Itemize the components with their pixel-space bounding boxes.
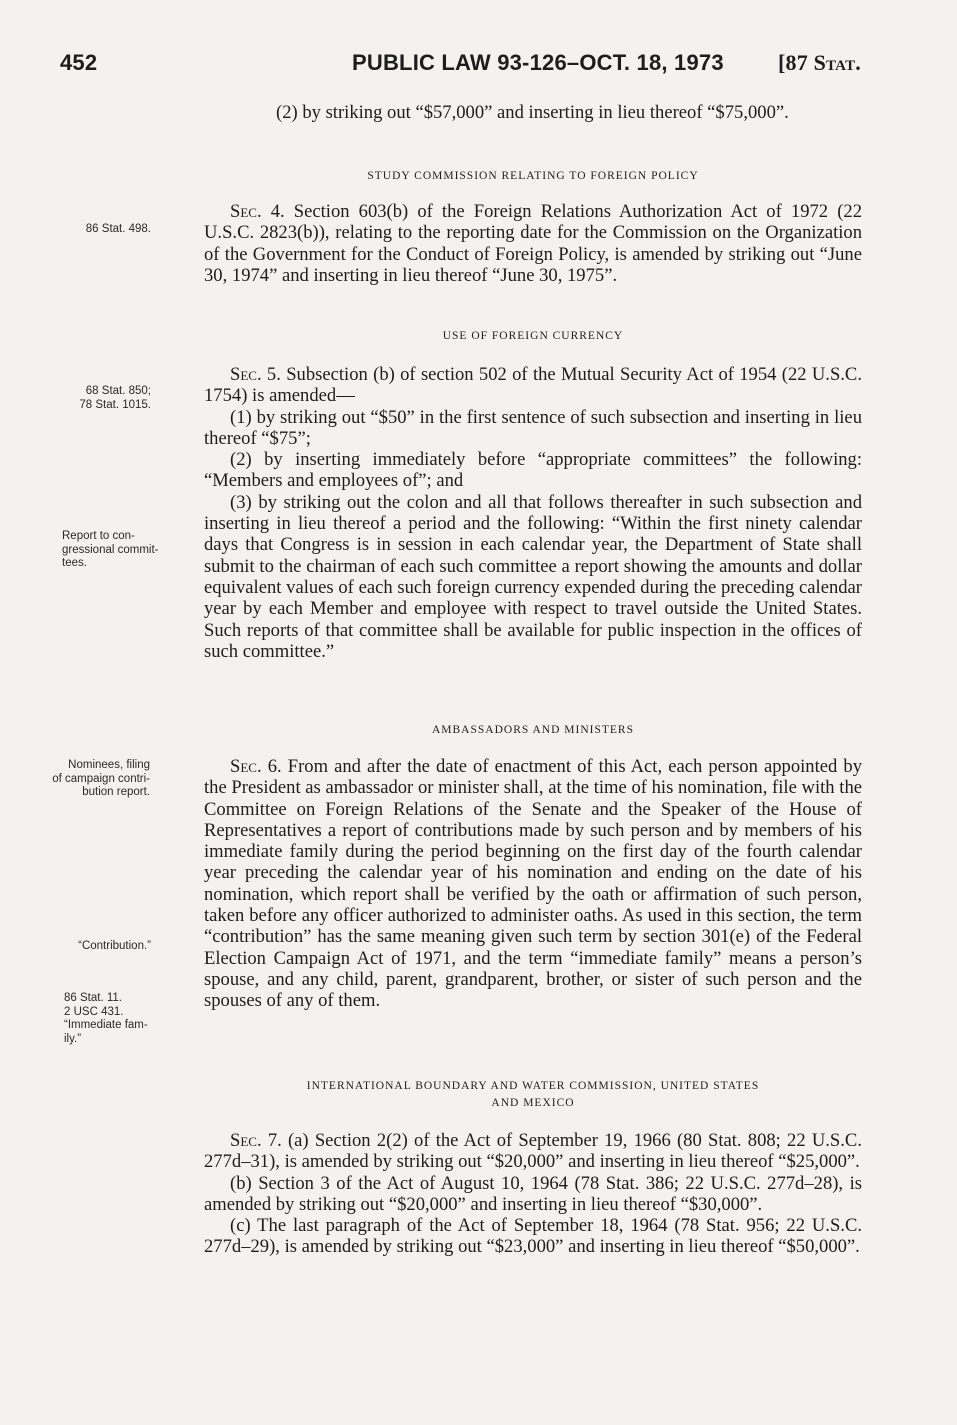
- section-4-label: Sec. 4.: [230, 201, 285, 222]
- paragraph-continuation: (2) by striking out “$57,000” and inserting in lieu thereof “$75,000”.: [276, 102, 789, 123]
- section-7-block: [204, 1130, 862, 1258]
- section-6-paragraph: [204, 756, 862, 1012]
- section-7-text-a: (a) Section 2(2) of the Act of September 19, 1966 (80 Stat. 808; 22 U.S.C. 277d–31), is amended by striking out “$20,000” and inserting in lieu thereof “$25,000”.: [204, 1130, 862, 1173]
- section-5-heading: USE OF FOREIGN CURRENCY: [442, 330, 624, 342]
- margin-note-line: 68 Stat. 850;: [85, 385, 151, 397]
- margin-note-line: tees.: [62, 557, 87, 570]
- page-title: PUBLIC LAW 93-126–OCT. 18, 1973: [352, 50, 724, 75]
- margin-note-nominees-filing: [52, 759, 150, 800]
- section-5-item-3: (3) by striking out the colon and all that follows thereafter in such subsection and inserting in lieu thereof a period and the following: “Within the first ninety calendar days that Congress is in session in each calendar year, the Department of State shall submit to the chairman of each such committee a report showing the amounts and dollar equivalent values of each such foreign currency expended during the preceding calendar year by each Member and employee with respect to travel outside the United States. Such reports of that committee shall be available for public inspection in the offices of such committee.”: [204, 491, 862, 662]
- section-7-heading-line-1: INTERNATIONAL BOUNDARY AND WATER COMMISSION, UNITED STATES: [306, 1080, 760, 1092]
- section-6-block: [204, 756, 862, 1012]
- section-7-paragraph-b: (b) Section 3 of the Act of August 10, 1964 (78 Stat. 386; 22 U.S.C. 277d–28), is amended by striking out “$20,000” and inserting in lieu thereof “$30,000”.: [204, 1172, 862, 1215]
- section-4-text: Section 603(b) of the Foreign Relations Authorization Act of 1972 (22 U.S.C. 2823(b)), relating to the reporting date for the Commission on the Organization of the Government for the Conduct of Foreign Policy, is amended by striking out “June 30, 1974” and inserting in lieu thereof “June 30, 1975”.: [204, 201, 862, 286]
- statute-volume: [87 Stat.: [778, 50, 861, 75]
- margin-note-86-stat-11: [64, 992, 148, 1046]
- section-4-paragraph: [204, 201, 862, 286]
- margin-note-line: 2 USC 431.: [64, 1005, 124, 1018]
- section-5-item-2: (2) by inserting immediately before “appropriate committees” the following: “Members and employees of”; and: [204, 449, 862, 492]
- margin-note-line: “Immediate fam-: [64, 1019, 148, 1032]
- section-7-heading: [204, 1078, 862, 1112]
- section-4-block: [204, 201, 862, 286]
- margin-note-86-stat-498: 86 Stat. 498.: [85, 223, 151, 235]
- margin-note-line: 86 Stat. 11.: [64, 992, 122, 1004]
- margin-note-68-stat-850: [79, 385, 151, 412]
- section-5-block: [204, 364, 862, 662]
- margin-note-line: of campaign contri-: [52, 772, 150, 785]
- section-7-paragraph-c: (c) The last paragraph of the Act of September 18, 1964 (78 Stat. 956; 22 U.S.C. 277d–29), is amended by striking out “$23,000” and inserting in lieu thereof “$50,000”.: [204, 1215, 862, 1258]
- section-6-label: Sec. 6.: [230, 756, 282, 777]
- margin-note-line: Report to con-: [62, 530, 135, 542]
- margin-note-line: 78 Stat. 1015.: [79, 398, 151, 411]
- continuation-block: [204, 102, 862, 123]
- section-5-item-1: (1) by striking out “$50” in the first sentence of such subsection and inserting in lieu thereof “$75”;: [204, 406, 862, 449]
- margin-note-contribution: “Contribution.”: [78, 940, 151, 952]
- margin-note-report-to-committees: [62, 530, 159, 571]
- section-5-paragraph: [204, 364, 862, 407]
- margin-note-line: bution report.: [82, 786, 150, 799]
- page-number: 452: [60, 50, 98, 75]
- section-7-heading-line-2: AND MEXICO: [491, 1097, 575, 1109]
- margin-note-line: ily.”: [64, 1032, 82, 1045]
- margin-note-line: gressional commit-: [62, 543, 159, 556]
- section-6-heading: AMBASSADORS AND MINISTERS: [431, 724, 634, 736]
- section-4-heading: STUDY COMMISSION RELATING TO FOREIGN POLICY: [367, 170, 699, 182]
- section-5-text: Subsection (b) of section 502 of the Mutual Security Act of 1954 (22 U.S.C. 1754) is amended—: [204, 364, 862, 407]
- section-5-label: Sec. 5.: [230, 364, 281, 385]
- margin-note-line: Nominees, filing: [68, 759, 150, 771]
- section-7-paragraph-a: [204, 1130, 862, 1173]
- section-6-text: From and after the date of enactment of this Act, each person appointed by the President as ambassador or minister shall, at the time of his nomination, file with the Committee on Foreign Relations of the Senate and the Speaker of the House of Representatives a report of contributions made by such person and by members of his immediate family during the period beginning on the first day of the fourth calendar year preceding the calendar year of his nomination and ending on the date of his nomination, which report shall be verified by the oath or affirmation of such person, taken before any officer authorized to administer oaths. As used in this section, the term “contribution” has the same meaning given such term by section 301(e) of the Federal Election Campaign Act of 1971, and the term “immediate family” means a person’s spouse, and any child, parent, grandparent, brother, or sister of such person and the spouses of any of them.: [204, 756, 862, 1012]
- section-7-label: Sec. 7.: [230, 1130, 282, 1151]
